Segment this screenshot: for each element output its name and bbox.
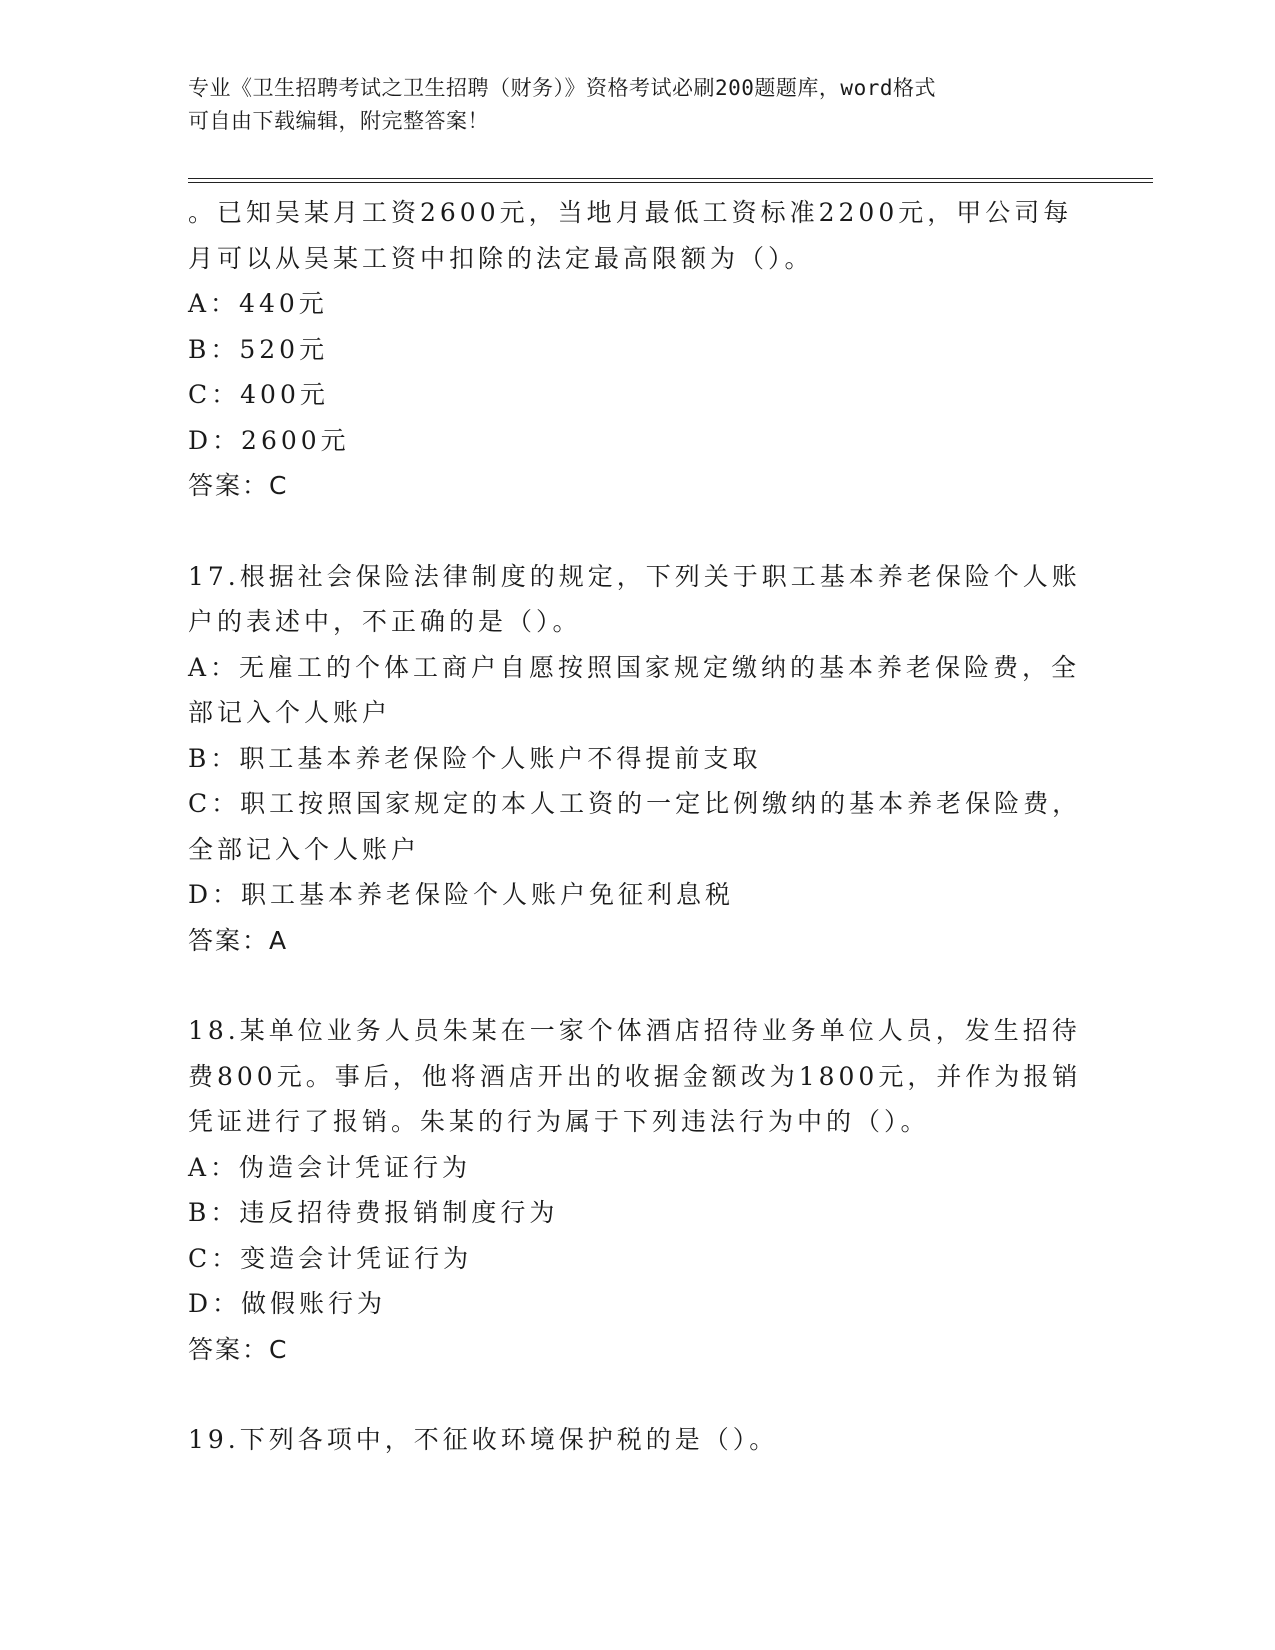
option-d: D：职工基本养老保险个人账户免征利息税 <box>188 880 735 909</box>
option-b: B：520元 <box>188 334 329 364</box>
question-text: 18.某单位业务人员朱某在一家个体酒店招待业务单位人员，发生招待 <box>188 1016 1081 1045</box>
question-17 <box>188 554 1088 964</box>
spacer <box>188 509 1088 554</box>
question-19 <box>188 1417 1088 1463</box>
option-c: C：职工按照国家规定的本人工资的一定比例缴纳的基本养老保险费， <box>188 789 1082 818</box>
question-text: 费800元。事后，他将酒店开出的收据金额改为1800元，并作为报销 <box>188 1061 1082 1091</box>
option-a-continued: 部记入个人账户 <box>188 698 392 727</box>
question-text: 19.下列各项中，不征收环境保护税的是（）。 <box>188 1425 779 1454</box>
answer-label: 答案：C <box>188 1334 289 1364</box>
option-b: B：职工基本养老保险个人账户不得提前支取 <box>188 743 762 773</box>
header-divider <box>188 178 1153 183</box>
option-b: B：违反招待费报销制度行为 <box>188 1198 559 1227</box>
option-a: A：无雇工的个体工商户自愿按照国家规定缴纳的基本养老保险费，全 <box>188 652 1081 682</box>
question-16 <box>188 190 1088 509</box>
question-text: 户的表述中，不正确的是（）。 <box>188 607 582 636</box>
option-c: C：400元 <box>188 380 329 409</box>
option-d: D：做假账行为 <box>188 1289 387 1318</box>
question-18 <box>188 1008 1088 1372</box>
header-title-line-1: 专业《卫生招聘考试之卫生招聘（财务）》资格考试必刷200题题库，word格式 <box>188 76 936 100</box>
option-c-continued: 全部记入个人账户 <box>188 834 421 864</box>
option-a: A：440元 <box>188 289 328 318</box>
answer-label: 答案：C <box>188 471 289 500</box>
question-text: 。已知吴某月工资2600元，当地月最低工资标准2200元，甲公司每 <box>188 198 1073 227</box>
option-a: A：伪造会计凭证行为 <box>188 1152 472 1182</box>
spacer <box>188 1372 1088 1417</box>
document-header <box>188 72 1088 138</box>
question-text: 凭证进行了报销。朱某的行为属于下列违法行为中的（）。 <box>188 1107 930 1136</box>
question-text: 月可以从吴某工资中扣除的法定最高限额为（）。 <box>188 243 814 273</box>
spacer <box>188 963 1088 1008</box>
option-d: D：2600元 <box>188 425 350 455</box>
answer-label: 答案：A <box>188 925 289 955</box>
question-text: 17.根据社会保险法律制度的规定，下列关于职工基本养老保险个人账 <box>188 561 1081 591</box>
question-list <box>188 190 1088 1463</box>
header-title-line-2: 可自由下载编辑，附完整答案！ <box>188 109 489 133</box>
option-c: C：变造会计凭证行为 <box>188 1243 473 1273</box>
